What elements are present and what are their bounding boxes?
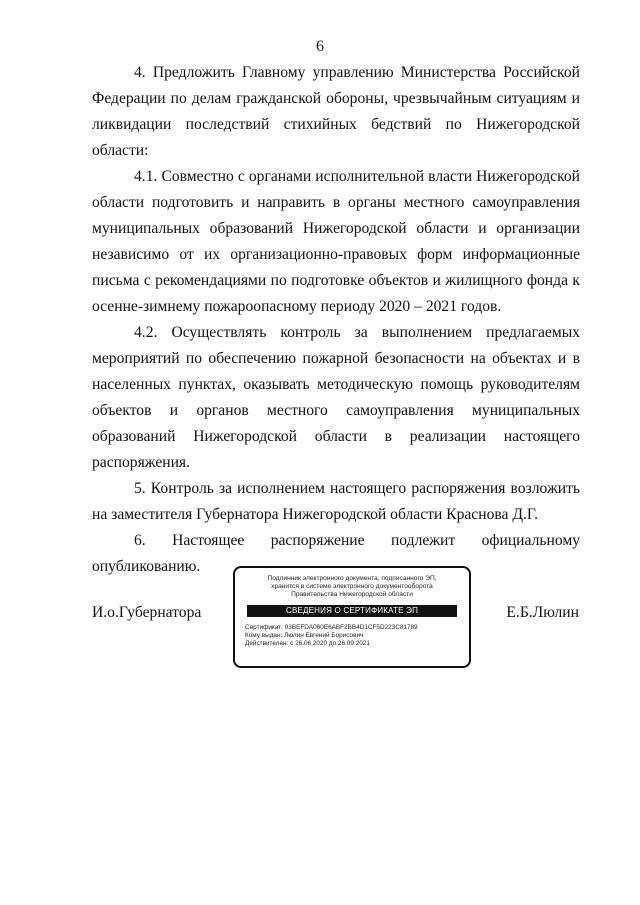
- document-body: [92, 60, 580, 580]
- valid-value: с 26.06.2020 до 26.09.2021: [290, 640, 370, 647]
- stamp-heading: СВЕДЕНИЯ О СЕРТИФИКАТЕ ЭП: [247, 605, 457, 617]
- electronic-signature-stamp: [233, 566, 471, 668]
- issued-to-label: Кому выдан:: [245, 632, 283, 639]
- stamp-intro: [235, 575, 469, 599]
- page-number: 6: [316, 38, 324, 55]
- stamp-intro-line: хранится в системе электронного документооборота: [271, 583, 433, 590]
- stamp-intro-line: Подлинник электронного документа, подписанного ЭП,: [267, 575, 437, 582]
- issued-to-value: Люлин Евгений Борисович: [284, 632, 364, 639]
- certificate-label: Сертификат:: [245, 624, 283, 631]
- paragraph-4: 4. Предложить Главному управлению Министерства Российской Федерации по делам гражданской обороны, чрезвычайным ситуациям и ликвидации последствий стихийных бедствий по Нижегородской области:: [92, 64, 580, 159]
- valid-label: Действителен:: [245, 640, 289, 647]
- paragraph-4-2: 4.2. Осуществлять контроль за выполнением предлагаемых мероприятий по обеспечению пожарной безопасности на объектах и в населенных пунктах, оказывать методическую помощь руководителям объектов и органов местного самоуправления муниципальных образований Нижегородской области в реализации настоящего распоряжения.: [92, 324, 580, 471]
- stamp-issued-to-row: [245, 632, 469, 640]
- stamp-valid-row: [245, 640, 469, 648]
- paragraph-5: 5. Контроль за исполнением настоящего распоряжения возложить на заместителя Губернатора Нижегородской области Краснова Д.Г.: [92, 480, 580, 523]
- paragraph-6: 6. Настоящее распоряжение подлежит официальному опубликованию.: [92, 532, 580, 575]
- certificate-value: 03BEFDA060E6ABF2BB4D1CF5D223C81789: [284, 624, 418, 631]
- stamp-intro-line: Правительства Нижегородской области: [291, 591, 413, 598]
- paragraph-4-1: 4.1. Совместно с органами исполнительной власти Нижегородской области подготовить и направить в органы местного самоуправления муниципальных образований Нижегородской области и организации независимо от их организационно-правовых форм информационные письма с рекомендациями по подготовке объектов и жилищного фонда к осенне-зимнему пожароопасному периоду 2020 – 2021 годов.: [92, 168, 580, 315]
- stamp-certificate-row: [245, 624, 469, 632]
- signatory-name: Е.Б.Люлин: [506, 604, 579, 621]
- signatory-position: И.о.Губернатора: [92, 604, 202, 621]
- stamp-details: [245, 624, 469, 648]
